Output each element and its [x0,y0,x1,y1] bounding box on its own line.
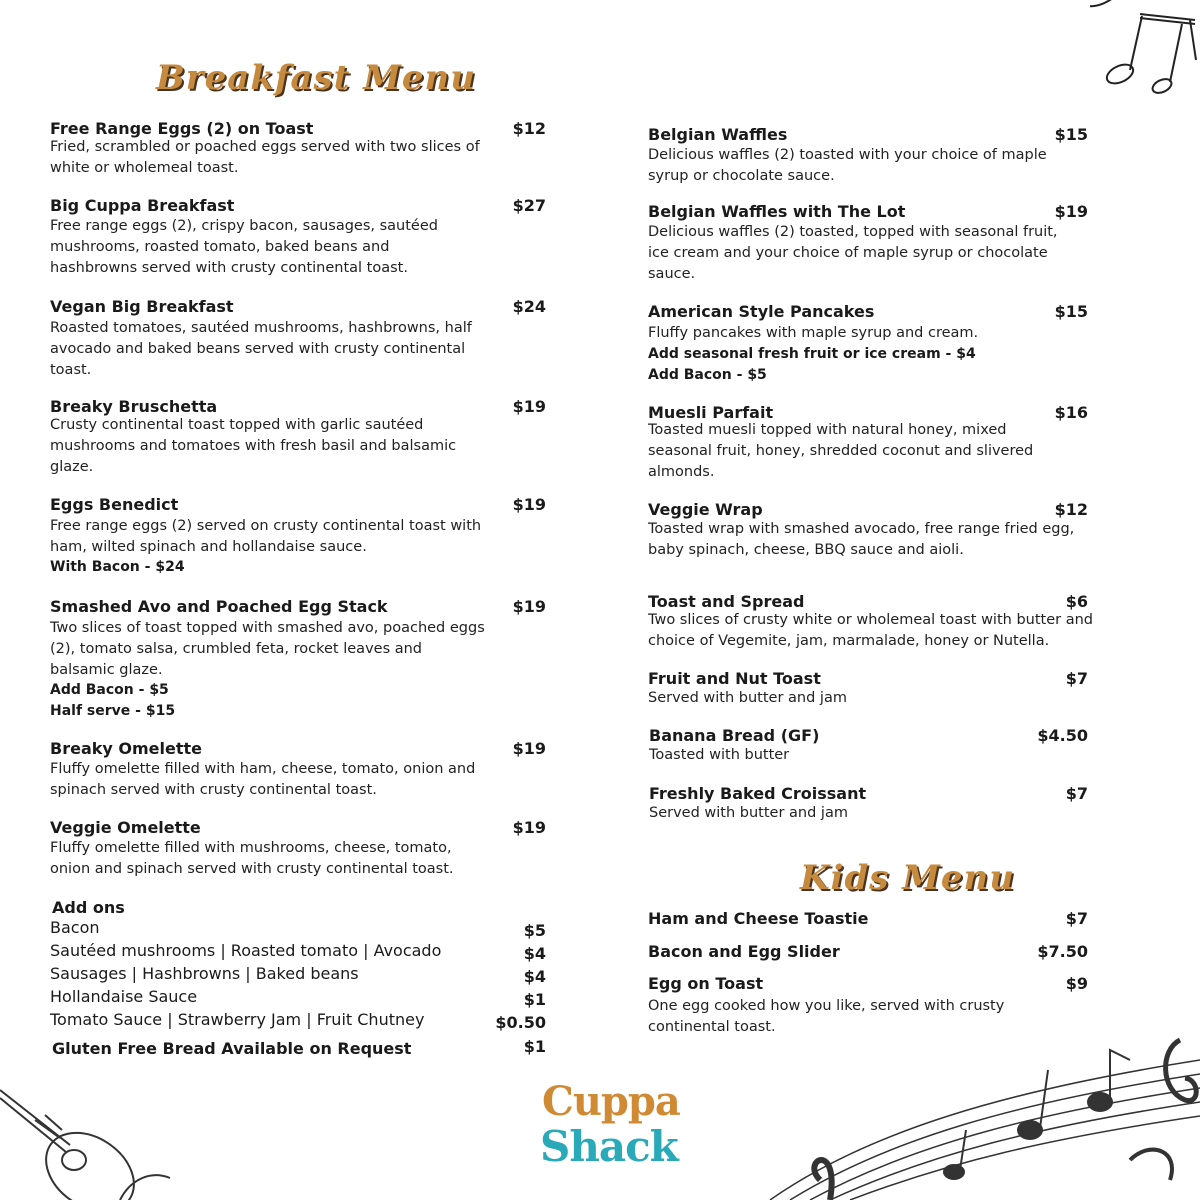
menu-item-price: $16 [1054,403,1088,422]
menu-item-name: Ham and Cheese Toastie [648,909,869,928]
addon-price-bacon: $5 [523,921,546,940]
menu-item-name: Breaky Bruschetta [50,397,218,416]
addon-row-hollandaise: Hollandaise Sauce [50,987,198,1006]
menu-item-name: Belgian Waffles with The Lot [648,202,906,221]
menu-item-name: Veggie Wrap [648,500,763,519]
kids-menu-heading: Kids Menu [800,858,1015,898]
menu-item-price: $15 [1054,125,1088,144]
menu-item-name: Egg on Toast [648,974,764,993]
menu-item-price: $19 [512,739,546,758]
menu-item-extra: Add seasonal fresh fruit or ice cream - $4 [648,346,976,362]
menu-item-price: $12 [512,119,546,138]
menu-item-name: Freshly Baked Croissant [649,784,867,803]
addons-title: Add ons [52,898,125,917]
menu-item-description: Roasted tomatoes, sautéed mushrooms, hashbrowns, half avocado and baked beans served with crusty continental toast. [50,320,472,378]
menu-item-description: Fried, scrambled or poached eggs served with two slices of white or wholemeal toast. [50,139,480,176]
menu-item-description: Crusty continental toast topped with garlic sautéed mushrooms and tomatoes with fresh basil and balsamic glaze. [50,417,457,475]
menu-item-description: Served with butter and jam [649,805,848,821]
menu-item-name: Breaky Omelette [50,739,202,758]
menu-item-price: $19 [512,495,546,514]
breakfast-menu-heading: Breakfast Menu [156,58,476,98]
addon-price-mushrooms: $4 [523,944,546,963]
addon-price-hollandaise: $1 [523,990,546,1009]
menu-item-description: Delicious waffles (2) toasted with your choice of maple syrup or chocolate sauce. [648,147,1047,184]
cuppa-shack-logo [536,1078,680,1178]
menu-item-price: $15 [1054,302,1088,321]
menu-item-description: Fluffy omelette filled with ham, cheese, tomato, onion and spinach served with crusty continental toast. [50,761,476,798]
menu-item-description: Fluffy pancakes with maple syrup and cream. [648,325,979,341]
menu-item-name: Toast and Spread [648,592,805,611]
menu-item-price: $7 [1065,909,1088,928]
menu-item-price: $19 [512,597,546,616]
menu-item-extra: Add Bacon - $5 [648,367,767,383]
menu-item-name: Fruit and Nut Toast [648,669,821,688]
menu-item-name: Muesli Parfait [648,403,774,422]
menu-item-price: $27 [512,196,546,215]
music-staff-illustration [730,1030,1200,1200]
menu-item-name: Belgian Waffles [648,125,788,144]
menu-item-price: $4.50 [1037,726,1088,745]
menu-item-price: $24 [512,297,546,316]
menu-item-description: Free range eggs (2), crispy bacon, sausages, sautéed mushrooms, roasted tomato, baked beans and hashbrowns served with crusty continental toast. [50,218,438,276]
menu-item-description: Served with butter and jam [648,690,847,706]
addon-row-mushrooms: Sautéed mushrooms | Roasted tomato | Avocado [50,941,442,960]
menu-item-name: Free Range Eggs (2) on Toast [50,119,314,138]
menu-item-price: $9 [1065,974,1088,993]
menu-item-description: One egg cooked how you like, served with crusty continental toast. [648,998,1005,1035]
menu-item-name: Veggie Omelette [50,818,201,837]
menu-item-description: Two slices of crusty white or wholemeal toast with butter and choice of Vegemite, jam, marmalade, honey or Nutella. [648,612,1093,649]
menu-item-description: Toasted wrap with smashed avocado, free range fried egg, baby spinach, cheese, BBQ sauce and aioli. [648,521,1075,558]
music-notes-top-illustration [1090,0,1200,100]
logo-line-shack: Shack [540,1122,678,1171]
menu-item-description: Two slices of toast topped with smashed avo, poached eggs (2), tomato salsa, crumbled feta, rocket leaves and balsamic glaze. [50,620,485,678]
menu-item-extra: Add Bacon - $5 [50,682,169,698]
addon-row-sausages: Sausages | Hashbrowns | Baked beans [50,964,359,983]
menu-item-description: Fluffy omelette filled with mushrooms, cheese, tomato, onion and spinach served with crusty continental toast. [50,840,454,877]
addon-row-sauces: Tomato Sauce | Strawberry Jam | Fruit Chutney [50,1010,425,1029]
menu-item-description: Free range eggs (2) served on crusty continental toast with ham, wilted spinach and hollandaise sauce. [50,518,482,555]
logo-line-cuppa: Cuppa [542,1078,680,1125]
gluten-free-note: Gluten Free Bread Available on Request [52,1039,412,1058]
menu-item-description: Toasted muesli topped with natural honey, mixed seasonal fruit, honey, shredded coconut and slivered almonds. [648,422,1034,480]
gluten-free-price: $1 [523,1037,546,1056]
menu-item-price: $6 [1065,592,1088,611]
menu-item-description: Delicious waffles (2) toasted, topped with seasonal fruit, ice cream and your choice of maple syrup or chocolate sauce. [648,224,1058,282]
menu-item-description: Toasted with butter [649,747,790,763]
menu-item-price: $7 [1065,669,1088,688]
addon-price-sauces: $0.50 [495,1013,546,1032]
menu-item-name: Eggs Benedict [50,495,179,514]
addon-price-sausages: $4 [523,967,546,986]
menu-item-name: American Style Pancakes [648,302,875,321]
menu-item-name: Vegan Big Breakfast [50,297,234,316]
menu-item-price: $12 [1054,500,1088,519]
addon-row-bacon: Bacon [50,918,100,937]
menu-item-name: Smashed Avo and Poached Egg Stack [50,597,388,616]
guitar-illustration [0,1060,190,1200]
menu-item-price: $19 [512,818,546,837]
menu-item-name: Big Cuppa Breakfast [50,196,235,215]
menu-item-price: $19 [512,397,546,416]
menu-item-extra: With Bacon - $24 [50,559,185,575]
menu-item-name: Banana Bread (GF) [649,726,820,745]
menu-item-price: $7.50 [1037,942,1088,961]
menu-item-price: $19 [1054,202,1088,221]
menu-item-price: $7 [1065,784,1088,803]
menu-item-extra: Half serve - $15 [50,703,176,719]
menu-item-name: Bacon and Egg Slider [648,942,840,961]
